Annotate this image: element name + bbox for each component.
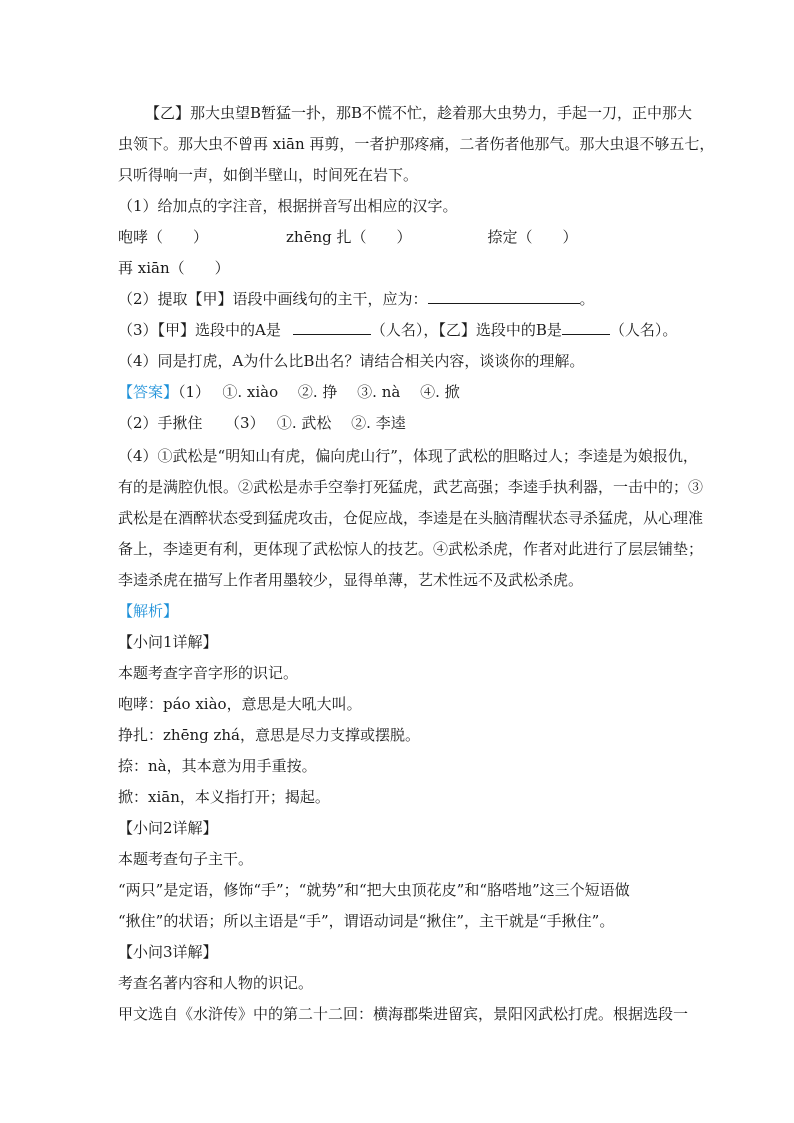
sub-question-1-title: 【小问1详解】 [118,633,218,651]
analysis-text: 考查名著内容和人物的识记。 [118,974,314,992]
answer-blank [562,320,610,335]
analysis-text: “揪住”的状语；所以主语是“手”，谓语动词是“揪住”，主干就是“手揪住”。 [118,912,615,930]
answer-line-5: 武松是在酒醉状态受到猛虎攻击，仓促应战，李逵是在头脑清醒状态寻杀猛虎，从心理准 [118,509,704,527]
question-1-item-b: zhēng 扎（ ） [286,228,412,246]
passage-line-3: 只听得响一声，如倒半壁山，时间死在岩下。 [118,166,419,184]
analysis-text: 本题考查字音字形的识记。 [118,664,299,682]
answer-line-4: 有的是满腔仇恨。②武松是赤手空拳打死猛虎，武艺高强；李逵手执利器，一击中的；③ [118,478,704,496]
sub-question-3-title: 【小问3详解】 [118,943,218,961]
answer-line-7: 李逵杀虎在描写上作者用墨较少，显得单薄，艺术性远不及武松杀虎。 [118,571,584,589]
analysis-text: “两只”是定语，修饰“手”；“就势”和“把大虫顶花皮”和“胳嗒地”这三个短语做 [118,881,630,899]
question-3: （3）【甲】选段中的A是 （人名），【乙】选段中的B是 （人名）。 [118,321,678,339]
sub-question-2-title: 【小问2详解】 [118,819,218,837]
answer-line-1: 【答案】（1） ①. xiào ②. 挣 ③. nà ④. 掀 [118,383,460,401]
analysis-text: 甲文选自《水浒传》中的第二十二回：横海郡柴进留宾，景阳冈武松打虎。根据选段一 [118,1005,689,1023]
question-1: （1）给加点的字注音，根据拼音写出相应的汉字。 [118,197,458,215]
answer-label: 【答案】 [118,383,179,401]
analysis-text: 本题考查句子主干。 [118,850,254,868]
question-2: （2）提取【甲】语段中画线句的主干，应为： 。 [118,290,595,308]
passage-line-1: 【乙】那大虫望B暂猛一扑，那B不慌不忙，趁着那大虫势力，手起一刀，正中那大 [145,104,693,122]
answer-line-3: （4）①武松是“明知山有虎，偏向虎山行”，体现了武松的胆略过人；李逵是为娘报仇， [118,447,698,465]
analysis-label: 【解析】 [118,602,179,620]
answer-blank [428,289,580,304]
answer-line-6: 备上，李逵更有利，更体现了武松惊人的技艺。④武松杀虎，作者对此进行了层层铺垫； [118,540,704,558]
analysis-text: 挣扎：zhēng zhá，意思是尽力支撑或摆脱。 [118,726,420,744]
question-1-items-row [118,227,578,247]
passage-line-2: 虫领下。那大虫不曾再 xiān 再剪，一者护那疼痛，二者伤者他那气。那大虫退不够五七， [118,135,715,153]
question-1-item-a: 咆哮（ ） [118,228,209,246]
question-1-item-c: 捺定（ ） [487,228,578,246]
question-4: （4）同是打虎，A为什么比B出名？请结合相关内容，谈谈你的理解。 [118,352,585,370]
analysis-text: 掀：xiān，本义指打开；揭起。 [118,788,330,806]
answer-line-2: （2）手揪住 （3） ①. 武松 ②. 李逵 [118,414,406,432]
analysis-text: 捺：nà，其本意为用手重按。 [118,757,317,775]
answer-blank [293,320,371,335]
question-1-item-d: 再 xiān（ ） [118,259,230,277]
analysis-text: 咆哮：páo xiào，意思是大吼大叫。 [118,695,362,713]
